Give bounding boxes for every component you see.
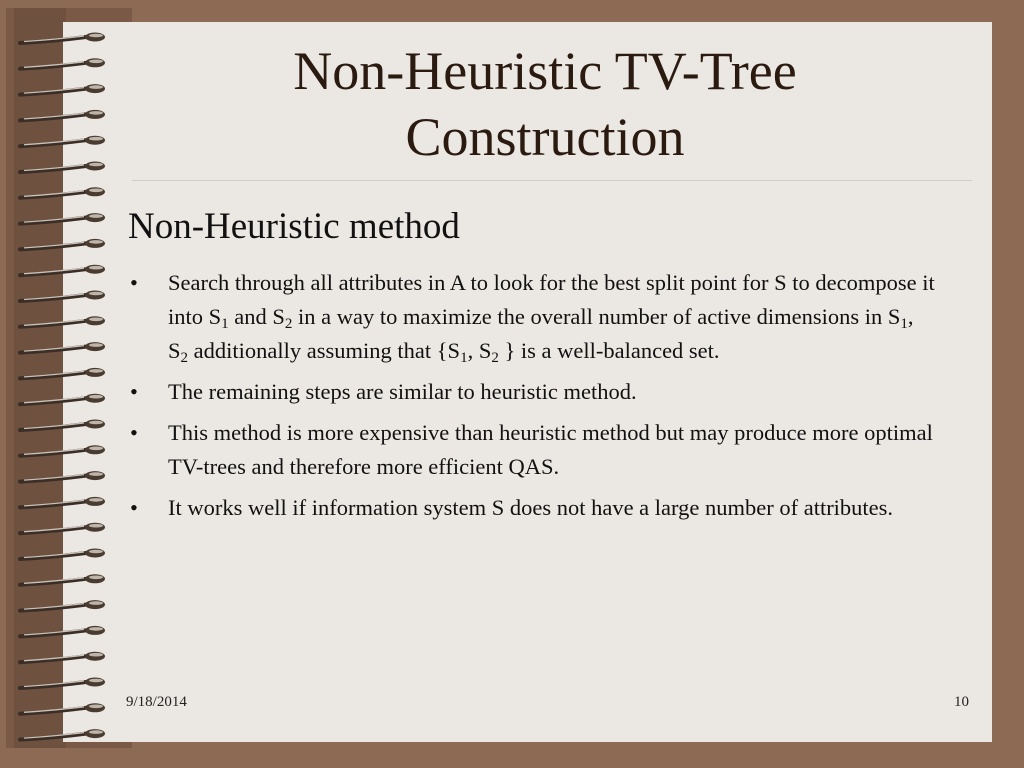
bullet-item (128, 375, 938, 409)
bullet-marker: • (130, 495, 138, 520)
coil-ring (20, 394, 105, 405)
bullet-marker: • (130, 270, 138, 295)
coil-ring (20, 497, 105, 508)
coil-ring (20, 110, 105, 121)
bullet-item (128, 266, 938, 368)
bullet-marker: • (130, 379, 138, 404)
coil-ring (20, 265, 105, 276)
coil-ring (20, 703, 105, 714)
coil-ring (20, 549, 105, 560)
coil-ring (20, 445, 105, 456)
coil-ring (20, 600, 105, 611)
coil-ring (20, 574, 105, 585)
coil-ring (20, 678, 105, 689)
coil-ring (20, 162, 105, 173)
coil-ring (20, 626, 105, 637)
coil-ring (20, 136, 105, 147)
coil-ring (20, 523, 105, 534)
bullet-item (128, 491, 938, 525)
coil-ring (20, 58, 105, 69)
slide-title-line-2: Construction (405, 107, 685, 167)
subheading: Non-Heuristic method (128, 206, 460, 247)
footer-date: 9/18/2014 (126, 694, 187, 710)
coil-ring (20, 729, 105, 740)
bullet-marker: • (130, 420, 138, 445)
title-divider (132, 180, 972, 181)
coil-ring (20, 420, 105, 431)
coil-ring (20, 187, 105, 198)
coil-ring (20, 33, 105, 44)
coil-ring (20, 471, 105, 482)
coil-ring (20, 368, 105, 379)
bullet-text: This method is more expensive than heuristic method but may produce more optimal TV-trees and therefore more efficient QAS. (168, 420, 933, 479)
coil-ring (20, 213, 105, 224)
bullet-text: It works well if information system S does not have a large number of attributes. (168, 495, 894, 520)
slide-title (100, 38, 990, 170)
coil-ring (20, 342, 105, 353)
coil-ring (20, 291, 105, 302)
bullet-list (128, 266, 938, 532)
page-number: 10 (954, 694, 969, 710)
coil-ring (20, 316, 105, 327)
bullet-text: The remaining steps are similar to heuristic method. (168, 379, 637, 404)
bullet-item (128, 416, 938, 484)
bullet-text: Search through all attributes in A to look for the best split point for S to decompose it into $S_1$ and $S_2$ in a way to maximize the overall number of active dimensions in $S_1$, $S_2$ additionally assuming that {$S_1$, $S_2$ } is a well-balanced set. (168, 270, 935, 366)
coil-ring (20, 652, 105, 663)
coil-ring (20, 239, 105, 250)
coil-ring (20, 84, 105, 95)
slide-title-line-1: Non-Heuristic TV-Tree (293, 41, 797, 101)
